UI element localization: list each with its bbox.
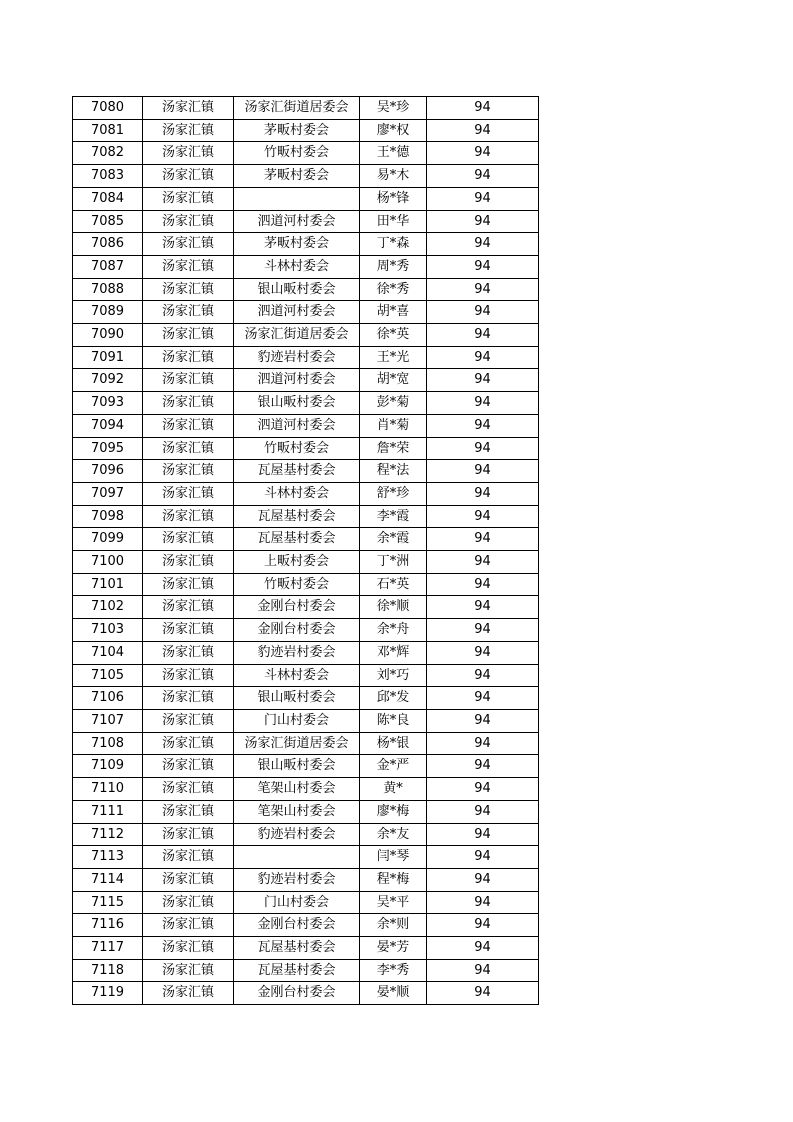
cell-id: 7084 bbox=[73, 187, 143, 210]
cell-village: 银山畈村委会 bbox=[234, 392, 360, 415]
cell-id: 7088 bbox=[73, 278, 143, 301]
cell-name: 徐*英 bbox=[360, 324, 427, 347]
cell-score: 94 bbox=[427, 505, 539, 528]
cell-id: 7108 bbox=[73, 732, 143, 755]
cell-score: 94 bbox=[427, 346, 539, 369]
table-row bbox=[73, 460, 539, 483]
cell-id: 7101 bbox=[73, 573, 143, 596]
cell-name: 胡*喜 bbox=[360, 301, 427, 324]
table-row bbox=[73, 778, 539, 801]
cell-town: 汤家汇镇 bbox=[143, 732, 234, 755]
cell-town: 汤家汇镇 bbox=[143, 324, 234, 347]
cell-id: 7109 bbox=[73, 755, 143, 778]
table-row bbox=[73, 573, 539, 596]
table-row bbox=[73, 551, 539, 574]
cell-village: 豹迹岩村委会 bbox=[234, 868, 360, 891]
cell-name: 丁*洲 bbox=[360, 551, 427, 574]
cell-village: 斗林村委会 bbox=[234, 664, 360, 687]
cell-name: 田*华 bbox=[360, 210, 427, 233]
cell-town: 汤家汇镇 bbox=[143, 187, 234, 210]
cell-town: 汤家汇镇 bbox=[143, 982, 234, 1005]
cell-score: 94 bbox=[427, 255, 539, 278]
cell-score: 94 bbox=[427, 573, 539, 596]
cell-score: 94 bbox=[427, 324, 539, 347]
table-row bbox=[73, 392, 539, 415]
cell-town: 汤家汇镇 bbox=[143, 846, 234, 869]
cell-town: 汤家汇镇 bbox=[143, 619, 234, 642]
cell-town: 汤家汇镇 bbox=[143, 437, 234, 460]
cell-village: 豹迹岩村委会 bbox=[234, 641, 360, 664]
table-row bbox=[73, 301, 539, 324]
cell-score: 94 bbox=[427, 959, 539, 982]
cell-name: 胡*宽 bbox=[360, 369, 427, 392]
cell-id: 7105 bbox=[73, 664, 143, 687]
cell-town: 汤家汇镇 bbox=[143, 278, 234, 301]
table-row bbox=[73, 619, 539, 642]
cell-town: 汤家汇镇 bbox=[143, 165, 234, 188]
cell-name: 余*霞 bbox=[360, 528, 427, 551]
table-row bbox=[73, 233, 539, 256]
cell-name: 邱*发 bbox=[360, 687, 427, 710]
cell-name: 王*德 bbox=[360, 142, 427, 165]
cell-id: 7119 bbox=[73, 982, 143, 1005]
cell-id: 7103 bbox=[73, 619, 143, 642]
cell-score: 94 bbox=[427, 641, 539, 664]
cell-town: 汤家汇镇 bbox=[143, 233, 234, 256]
cell-town: 汤家汇镇 bbox=[143, 573, 234, 596]
cell-score: 94 bbox=[427, 369, 539, 392]
table-row bbox=[73, 687, 539, 710]
cell-name: 周*秀 bbox=[360, 255, 427, 278]
cell-score: 94 bbox=[427, 437, 539, 460]
cell-town: 汤家汇镇 bbox=[143, 641, 234, 664]
cell-name: 李*秀 bbox=[360, 959, 427, 982]
cell-town: 汤家汇镇 bbox=[143, 505, 234, 528]
cell-name: 丁*森 bbox=[360, 233, 427, 256]
cell-score: 94 bbox=[427, 982, 539, 1005]
cell-score: 94 bbox=[427, 392, 539, 415]
cell-town: 汤家汇镇 bbox=[143, 142, 234, 165]
table-row bbox=[73, 891, 539, 914]
cell-score: 94 bbox=[427, 482, 539, 505]
cell-village: 泗道河村委会 bbox=[234, 414, 360, 437]
cell-name: 金*严 bbox=[360, 755, 427, 778]
cell-village bbox=[234, 187, 360, 210]
roster-table-body bbox=[73, 97, 539, 1005]
cell-name: 王*光 bbox=[360, 346, 427, 369]
cell-id: 7116 bbox=[73, 914, 143, 937]
cell-village: 汤家汇街道居委会 bbox=[234, 324, 360, 347]
cell-village: 竹畈村委会 bbox=[234, 437, 360, 460]
cell-name: 彭*菊 bbox=[360, 392, 427, 415]
table-row bbox=[73, 755, 539, 778]
table-row bbox=[73, 324, 539, 347]
cell-town: 汤家汇镇 bbox=[143, 119, 234, 142]
cell-id: 7117 bbox=[73, 937, 143, 960]
cell-id: 7081 bbox=[73, 119, 143, 142]
cell-score: 94 bbox=[427, 165, 539, 188]
cell-name: 余*友 bbox=[360, 823, 427, 846]
cell-village: 笔架山村委会 bbox=[234, 800, 360, 823]
cell-village: 门山村委会 bbox=[234, 891, 360, 914]
cell-score: 94 bbox=[427, 528, 539, 551]
table-row bbox=[73, 868, 539, 891]
table-row bbox=[73, 414, 539, 437]
cell-town: 汤家汇镇 bbox=[143, 551, 234, 574]
cell-id: 7107 bbox=[73, 709, 143, 732]
cell-id: 7090 bbox=[73, 324, 143, 347]
cell-village: 豹迹岩村委会 bbox=[234, 346, 360, 369]
cell-village: 汤家汇街道居委会 bbox=[234, 97, 360, 120]
cell-score: 94 bbox=[427, 868, 539, 891]
table-row bbox=[73, 732, 539, 755]
cell-village: 金刚台村委会 bbox=[234, 914, 360, 937]
cell-name: 詹*荣 bbox=[360, 437, 427, 460]
table-row bbox=[73, 823, 539, 846]
table-row bbox=[73, 982, 539, 1005]
cell-name: 易*木 bbox=[360, 165, 427, 188]
cell-name: 刘*巧 bbox=[360, 664, 427, 687]
table-row bbox=[73, 596, 539, 619]
table-row bbox=[73, 187, 539, 210]
table-row bbox=[73, 482, 539, 505]
table-row bbox=[73, 119, 539, 142]
cell-village bbox=[234, 846, 360, 869]
cell-id: 7097 bbox=[73, 482, 143, 505]
cell-score: 94 bbox=[427, 755, 539, 778]
cell-town: 汤家汇镇 bbox=[143, 891, 234, 914]
cell-name: 晏*顺 bbox=[360, 982, 427, 1005]
cell-score: 94 bbox=[427, 778, 539, 801]
cell-town: 汤家汇镇 bbox=[143, 823, 234, 846]
cell-town: 汤家汇镇 bbox=[143, 414, 234, 437]
cell-score: 94 bbox=[427, 596, 539, 619]
cell-name: 杨*银 bbox=[360, 732, 427, 755]
cell-village: 上畈村委会 bbox=[234, 551, 360, 574]
table-row bbox=[73, 664, 539, 687]
cell-village: 豹迹岩村委会 bbox=[234, 823, 360, 846]
cell-village: 汤家汇街道居委会 bbox=[234, 732, 360, 755]
cell-score: 94 bbox=[427, 119, 539, 142]
cell-score: 94 bbox=[427, 937, 539, 960]
cell-score: 94 bbox=[427, 732, 539, 755]
cell-name: 徐*秀 bbox=[360, 278, 427, 301]
cell-name: 廖*权 bbox=[360, 119, 427, 142]
table-row bbox=[73, 346, 539, 369]
cell-name: 石*英 bbox=[360, 573, 427, 596]
cell-name: 闫*琴 bbox=[360, 846, 427, 869]
cell-village: 泗道河村委会 bbox=[234, 301, 360, 324]
cell-score: 94 bbox=[427, 551, 539, 574]
table-row bbox=[73, 142, 539, 165]
cell-score: 94 bbox=[427, 210, 539, 233]
cell-town: 汤家汇镇 bbox=[143, 97, 234, 120]
cell-village: 笔架山村委会 bbox=[234, 778, 360, 801]
table-row bbox=[73, 278, 539, 301]
cell-town: 汤家汇镇 bbox=[143, 255, 234, 278]
cell-id: 7106 bbox=[73, 687, 143, 710]
cell-town: 汤家汇镇 bbox=[143, 528, 234, 551]
cell-id: 7092 bbox=[73, 369, 143, 392]
cell-name: 廖*梅 bbox=[360, 800, 427, 823]
cell-town: 汤家汇镇 bbox=[143, 301, 234, 324]
cell-town: 汤家汇镇 bbox=[143, 392, 234, 415]
cell-town: 汤家汇镇 bbox=[143, 664, 234, 687]
cell-id: 7112 bbox=[73, 823, 143, 846]
cell-id: 7091 bbox=[73, 346, 143, 369]
table-row bbox=[73, 914, 539, 937]
table-row bbox=[73, 846, 539, 869]
cell-score: 94 bbox=[427, 891, 539, 914]
cell-score: 94 bbox=[427, 278, 539, 301]
table-row bbox=[73, 165, 539, 188]
cell-id: 7085 bbox=[73, 210, 143, 233]
cell-village: 瓦屋基村委会 bbox=[234, 460, 360, 483]
cell-name: 杨*锋 bbox=[360, 187, 427, 210]
cell-score: 94 bbox=[427, 619, 539, 642]
cell-id: 7113 bbox=[73, 846, 143, 869]
cell-town: 汤家汇镇 bbox=[143, 709, 234, 732]
cell-village: 门山村委会 bbox=[234, 709, 360, 732]
cell-village: 泗道河村委会 bbox=[234, 369, 360, 392]
cell-score: 94 bbox=[427, 687, 539, 710]
cell-id: 7118 bbox=[73, 959, 143, 982]
cell-id: 7104 bbox=[73, 641, 143, 664]
table-row bbox=[73, 937, 539, 960]
cell-town: 汤家汇镇 bbox=[143, 482, 234, 505]
cell-town: 汤家汇镇 bbox=[143, 596, 234, 619]
cell-id: 7099 bbox=[73, 528, 143, 551]
cell-id: 7102 bbox=[73, 596, 143, 619]
cell-town: 汤家汇镇 bbox=[143, 800, 234, 823]
cell-score: 94 bbox=[427, 709, 539, 732]
cell-town: 汤家汇镇 bbox=[143, 778, 234, 801]
cell-town: 汤家汇镇 bbox=[143, 210, 234, 233]
cell-village: 茅畈村委会 bbox=[234, 233, 360, 256]
cell-village: 瓦屋基村委会 bbox=[234, 959, 360, 982]
table-row bbox=[73, 709, 539, 732]
cell-name: 李*霞 bbox=[360, 505, 427, 528]
table-row bbox=[73, 528, 539, 551]
cell-score: 94 bbox=[427, 846, 539, 869]
cell-score: 94 bbox=[427, 914, 539, 937]
cell-name: 陈*良 bbox=[360, 709, 427, 732]
cell-town: 汤家汇镇 bbox=[143, 914, 234, 937]
cell-town: 汤家汇镇 bbox=[143, 460, 234, 483]
cell-town: 汤家汇镇 bbox=[143, 959, 234, 982]
cell-score: 94 bbox=[427, 233, 539, 256]
cell-town: 汤家汇镇 bbox=[143, 346, 234, 369]
cell-name: 舒*珍 bbox=[360, 482, 427, 505]
cell-score: 94 bbox=[427, 187, 539, 210]
table-row bbox=[73, 437, 539, 460]
cell-name: 程*法 bbox=[360, 460, 427, 483]
cell-score: 94 bbox=[427, 823, 539, 846]
cell-town: 汤家汇镇 bbox=[143, 868, 234, 891]
cell-town: 汤家汇镇 bbox=[143, 755, 234, 778]
cell-village: 金刚台村委会 bbox=[234, 596, 360, 619]
cell-village: 茅畈村委会 bbox=[234, 119, 360, 142]
cell-id: 7115 bbox=[73, 891, 143, 914]
cell-id: 7111 bbox=[73, 800, 143, 823]
cell-town: 汤家汇镇 bbox=[143, 687, 234, 710]
table-row bbox=[73, 505, 539, 528]
cell-name: 徐*顺 bbox=[360, 596, 427, 619]
cell-town: 汤家汇镇 bbox=[143, 937, 234, 960]
cell-village: 瓦屋基村委会 bbox=[234, 937, 360, 960]
cell-village: 金刚台村委会 bbox=[234, 982, 360, 1005]
cell-name: 邓*辉 bbox=[360, 641, 427, 664]
cell-village: 泗道河村委会 bbox=[234, 210, 360, 233]
cell-id: 7093 bbox=[73, 392, 143, 415]
cell-id: 7089 bbox=[73, 301, 143, 324]
cell-village: 银山畈村委会 bbox=[234, 755, 360, 778]
cell-town: 汤家汇镇 bbox=[143, 369, 234, 392]
cell-village: 斗林村委会 bbox=[234, 482, 360, 505]
cell-name: 肖*菊 bbox=[360, 414, 427, 437]
cell-score: 94 bbox=[427, 301, 539, 324]
table-row bbox=[73, 255, 539, 278]
cell-id: 7095 bbox=[73, 437, 143, 460]
cell-id: 7082 bbox=[73, 142, 143, 165]
cell-village: 银山畈村委会 bbox=[234, 278, 360, 301]
cell-score: 94 bbox=[427, 460, 539, 483]
cell-id: 7114 bbox=[73, 868, 143, 891]
cell-name: 吴*珍 bbox=[360, 97, 427, 120]
cell-id: 7110 bbox=[73, 778, 143, 801]
cell-score: 94 bbox=[427, 142, 539, 165]
cell-id: 7087 bbox=[73, 255, 143, 278]
table-row bbox=[73, 369, 539, 392]
table-row bbox=[73, 959, 539, 982]
cell-id: 7080 bbox=[73, 97, 143, 120]
cell-village: 竹畈村委会 bbox=[234, 573, 360, 596]
cell-village: 茅畈村委会 bbox=[234, 165, 360, 188]
roster-table bbox=[72, 96, 539, 1005]
table-row bbox=[73, 210, 539, 233]
table-row bbox=[73, 97, 539, 120]
cell-id: 7086 bbox=[73, 233, 143, 256]
cell-village: 斗林村委会 bbox=[234, 255, 360, 278]
cell-id: 7100 bbox=[73, 551, 143, 574]
cell-score: 94 bbox=[427, 97, 539, 120]
table-row bbox=[73, 641, 539, 664]
cell-village: 金刚台村委会 bbox=[234, 619, 360, 642]
cell-name: 晏*芳 bbox=[360, 937, 427, 960]
cell-score: 94 bbox=[427, 414, 539, 437]
cell-village: 银山畈村委会 bbox=[234, 687, 360, 710]
cell-village: 瓦屋基村委会 bbox=[234, 505, 360, 528]
cell-village: 竹畈村委会 bbox=[234, 142, 360, 165]
cell-name: 程*梅 bbox=[360, 868, 427, 891]
table-row bbox=[73, 800, 539, 823]
cell-village: 瓦屋基村委会 bbox=[234, 528, 360, 551]
cell-score: 94 bbox=[427, 664, 539, 687]
cell-id: 7096 bbox=[73, 460, 143, 483]
cell-name: 吴*平 bbox=[360, 891, 427, 914]
cell-id: 7094 bbox=[73, 414, 143, 437]
cell-name: 余*舟 bbox=[360, 619, 427, 642]
cell-name: 黄* bbox=[360, 778, 427, 801]
cell-name: 余*则 bbox=[360, 914, 427, 937]
cell-score: 94 bbox=[427, 800, 539, 823]
cell-id: 7098 bbox=[73, 505, 143, 528]
cell-id: 7083 bbox=[73, 165, 143, 188]
